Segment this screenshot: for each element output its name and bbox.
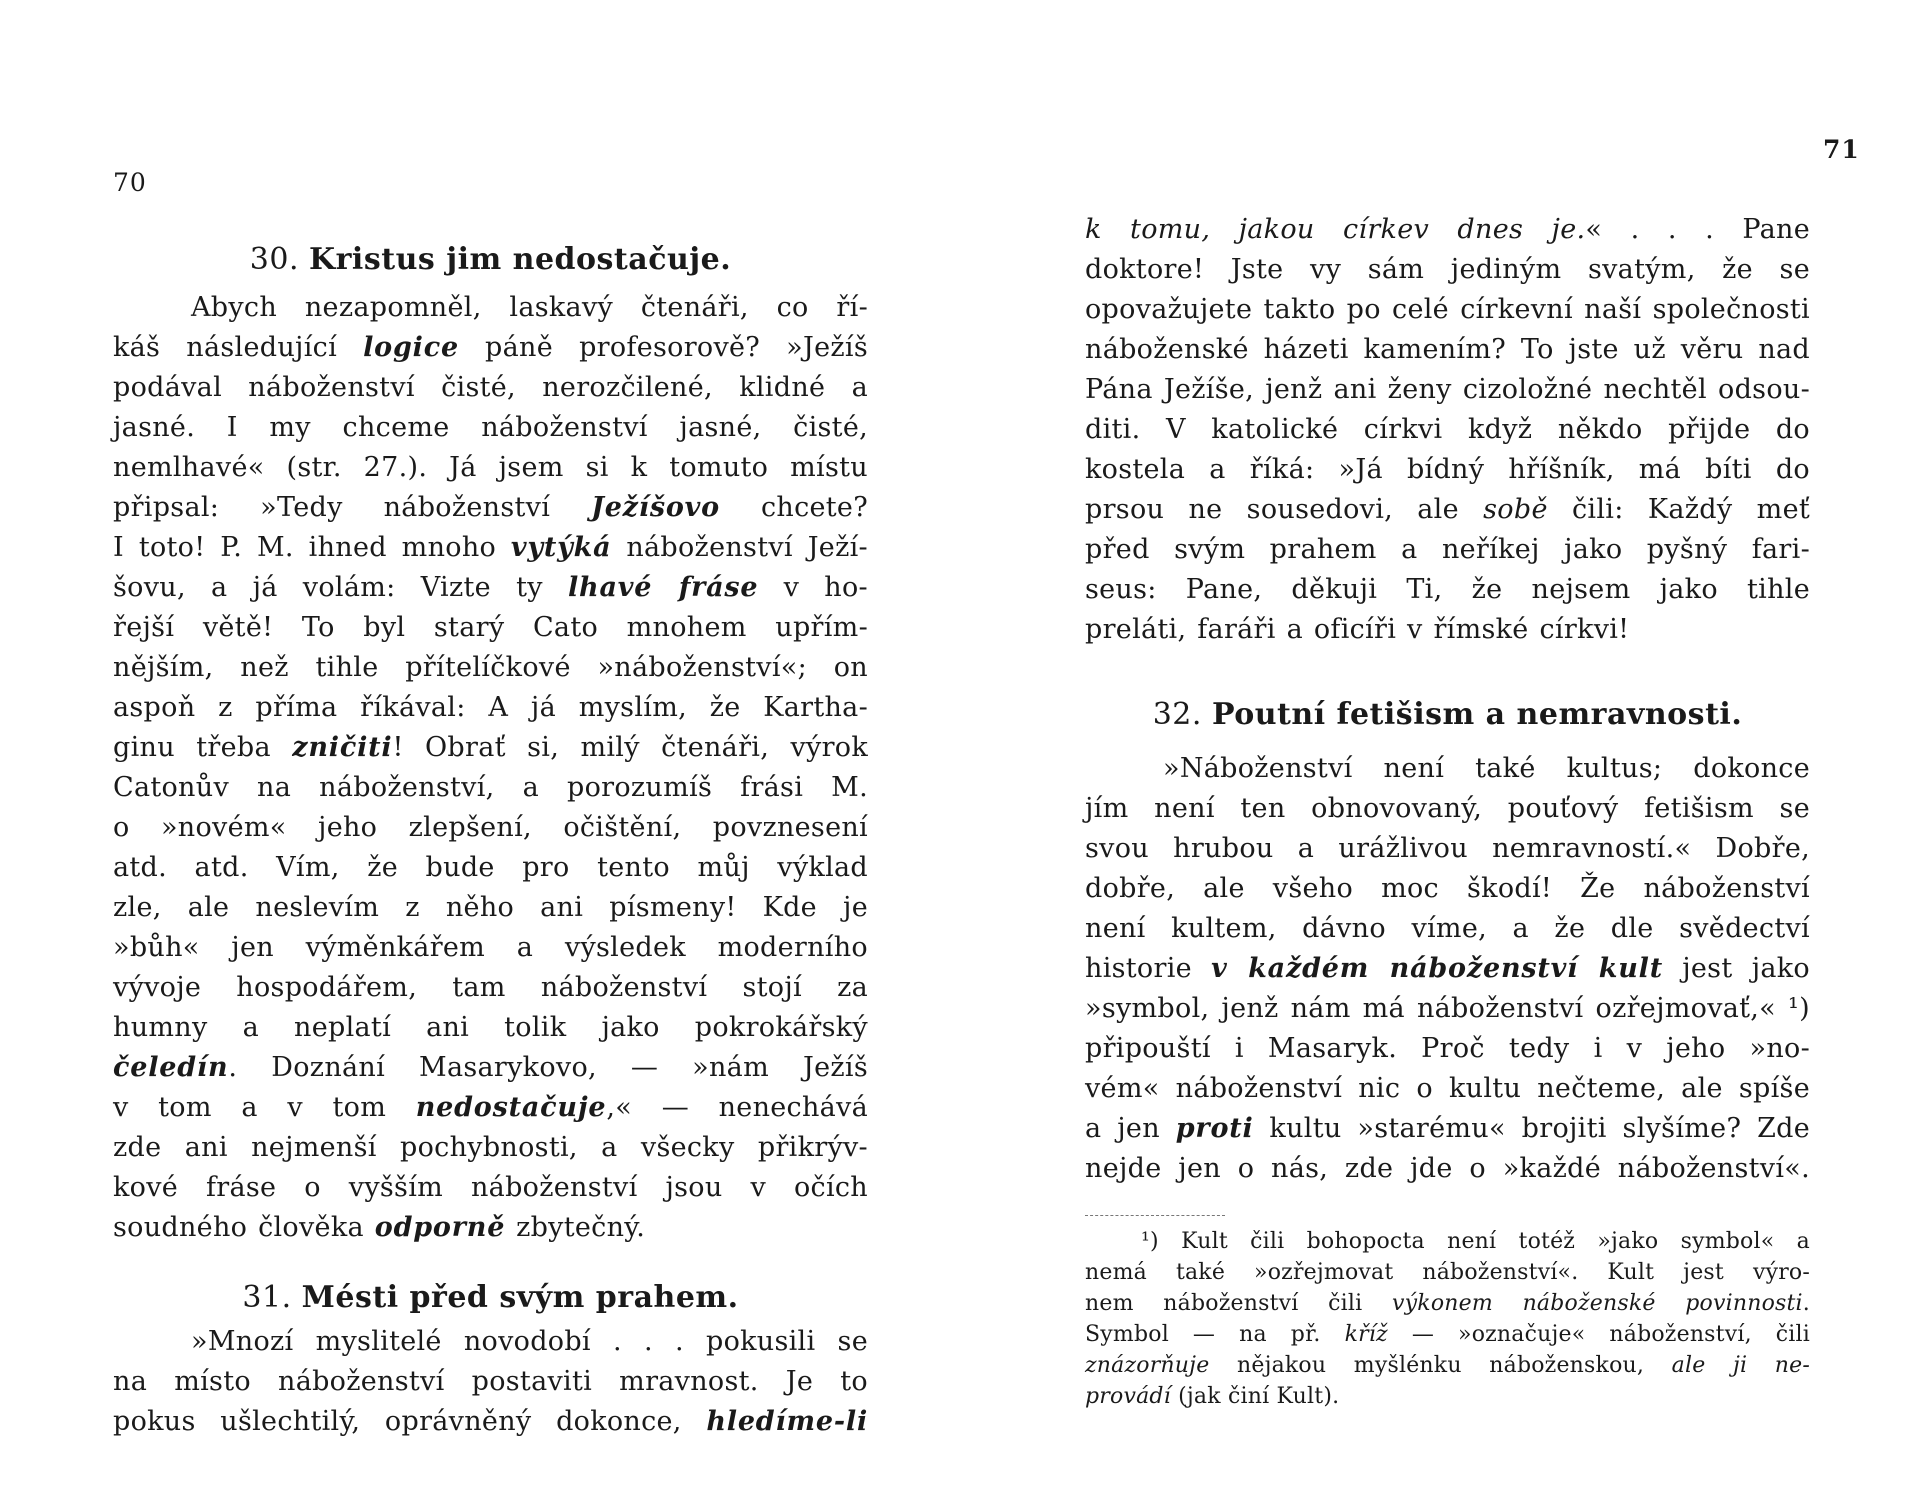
footnote-line xyxy=(1085,1381,1810,1412)
text-run: zle, ale neslevím z něho ani písmeny! Kde je xyxy=(113,892,868,923)
text-line xyxy=(113,1168,868,1208)
text-line xyxy=(113,888,868,928)
text-run: čili: Každý meť xyxy=(1547,494,1810,525)
text-line xyxy=(1085,210,1810,250)
text-line xyxy=(113,1362,868,1402)
text-line xyxy=(113,968,868,1008)
text-line xyxy=(1085,610,1810,650)
section-31-title: Mésti před svým prahem. xyxy=(301,1280,739,1315)
footnote-line xyxy=(1085,1350,1810,1381)
emphasized-text: znázorňuje xyxy=(1085,1353,1210,1378)
text-line xyxy=(113,328,868,368)
text-line xyxy=(113,1048,868,1088)
text-run: nějším, než tihle přítelíčkové »náboženství«; on xyxy=(113,652,868,683)
text-run: soudného člověka xyxy=(113,1212,375,1243)
text-run: vém« náboženství nic o kultu nečteme, ale spíše xyxy=(1085,1073,1810,1104)
left-text-column xyxy=(113,240,868,1442)
emphasized-text: logice xyxy=(363,332,459,363)
text-run: v ho- xyxy=(758,572,868,603)
page-number-left: 70 xyxy=(113,168,147,197)
text-run: připouští i Masaryk. Proč tedy i v jeho »no- xyxy=(1085,1033,1810,1064)
emphasized-text: ale ji ne- xyxy=(1671,1353,1810,1378)
text-line xyxy=(113,368,868,408)
text-line xyxy=(1085,789,1810,829)
text-line xyxy=(1085,290,1810,330)
footnote xyxy=(1085,1226,1810,1412)
text-run: « . . . Pane xyxy=(1585,214,1810,245)
text-run: »Náboženství není také kultus; dokonce xyxy=(1163,753,1810,784)
text-line xyxy=(113,808,868,848)
text-line xyxy=(1085,450,1810,490)
text-run: na místo náboženství postaviti mravnost. Je to xyxy=(113,1366,868,1397)
text-run: opovažujete takto po celé církevní naší společnosti xyxy=(1085,294,1810,325)
emphasized-text: nedostačuje xyxy=(415,1092,607,1123)
text-line xyxy=(1085,1029,1810,1069)
text-line xyxy=(113,928,868,968)
text-run: páně profesorově? »Ježíš xyxy=(458,332,869,363)
text-run: »bůh« jen výměnkářem a výsledek moderního xyxy=(113,932,868,963)
text-run: (jak činí Kult). xyxy=(1170,1384,1340,1409)
text-run: řejší větě! To byl starý Cato mnohem upřím- xyxy=(113,612,868,643)
emphasized-text: k tomu, jakou církev dnes je. xyxy=(1085,214,1586,245)
text-line xyxy=(113,288,868,328)
text-line xyxy=(113,848,868,888)
section-30-number: 30. xyxy=(249,242,299,277)
text-line xyxy=(1085,909,1810,949)
text-line xyxy=(113,688,868,728)
text-line xyxy=(113,768,868,808)
emphasized-text: výkonem náboženské povinnosti xyxy=(1392,1291,1803,1316)
text-run: aspoň z příma říkával: A já myslím, že Kartha- xyxy=(113,692,868,723)
text-run: Pána Ježíše, jenž ani ženy cizoložné nechtěl odsou- xyxy=(1085,374,1810,405)
text-run: humny a neplatí ani tolik jako pokrokářský xyxy=(113,1012,868,1043)
text-line xyxy=(113,1402,868,1442)
emphasized-text: hledíme-li xyxy=(706,1406,868,1437)
text-run: . xyxy=(1802,1291,1810,1316)
text-line xyxy=(113,728,868,768)
text-line xyxy=(113,528,868,568)
text-line xyxy=(113,488,868,528)
text-run: ! Obrať si, milý čtenáři, výrok xyxy=(392,732,868,763)
text-line xyxy=(113,608,868,648)
text-line xyxy=(1085,949,1810,989)
section-30-heading xyxy=(113,240,868,280)
text-run: šovu, a já volám: Vizte ty xyxy=(113,572,568,603)
text-run: káš následující xyxy=(113,332,364,363)
text-line xyxy=(1085,330,1810,370)
emphasized-text: vytýká xyxy=(510,532,612,563)
text-run: v tom a v tom xyxy=(113,1092,416,1123)
text-run: pokus ušlechtilý, oprávněný dokonce, xyxy=(113,1406,707,1437)
text-run: prsou ne sousedovi, ale xyxy=(1085,494,1484,525)
text-run: kostela a říká: »Já bídný hříšník, má bíti do xyxy=(1085,454,1810,485)
text-line xyxy=(1085,530,1810,570)
text-run: dobře, ale všeho moc škodí! Že náboženství xyxy=(1085,873,1810,904)
section-32-title: Poutní fetišism a nemravnosti. xyxy=(1211,697,1743,732)
text-run: seus: Pane, děkuji Ti, že nejsem jako tihle xyxy=(1085,574,1810,605)
paragraph-31-continued xyxy=(1085,210,1810,650)
text-run: kultu »starému« brojiti slyšíme? Zde xyxy=(1253,1113,1810,1144)
text-line xyxy=(1085,410,1810,450)
text-run: ¹) Kult čili bohopocta není totéž »jako symbol« a xyxy=(1141,1229,1810,1254)
text-run: historie xyxy=(1085,953,1212,984)
text-run: jím není ten obnovovaný, pouťový fetišism se xyxy=(1085,793,1810,824)
text-run: jest jako xyxy=(1663,953,1810,984)
footnote-line xyxy=(1085,1288,1810,1319)
text-line xyxy=(1085,829,1810,869)
emphasized-text: v každém náboženství kult xyxy=(1211,953,1664,984)
text-run: diti. V katolické církvi když někdo přijde do xyxy=(1085,414,1810,445)
text-line xyxy=(113,1322,868,1362)
text-run: jasné. I my chceme náboženství jasné, čisté, xyxy=(113,412,868,443)
text-run: »Mnozí myslitelé novodobí . . . pokusili se xyxy=(191,1326,868,1357)
right-page xyxy=(965,0,1930,1500)
paragraph-31 xyxy=(113,1322,868,1442)
text-run: doktore! Jste vy sám jediným svatým, že se xyxy=(1085,254,1810,285)
text-run: před svým prahem a neříkej jako pyšný fari- xyxy=(1085,534,1810,565)
paragraph-30 xyxy=(113,288,868,1248)
section-31-heading xyxy=(113,1278,868,1318)
footnote-divider xyxy=(1085,1215,1225,1216)
text-run: náboženství Ježí- xyxy=(611,532,868,563)
text-run: zbytečný. xyxy=(505,1212,646,1243)
text-line xyxy=(113,1208,868,1248)
text-line xyxy=(113,1008,868,1048)
text-line xyxy=(1085,490,1810,530)
text-line xyxy=(113,1128,868,1168)
footnote-line xyxy=(1085,1257,1810,1288)
text-run: nějakou myšlénku náboženskou, xyxy=(1209,1353,1672,1378)
text-run: nemá také »ozřejmovat náboženství«. Kult jest výro- xyxy=(1085,1260,1810,1285)
text-run: náboženské házeti kamením? To jste už věru nad xyxy=(1085,334,1810,365)
text-run: . Doznání Masarykovo, — »nám Ježíš xyxy=(228,1052,868,1083)
text-line xyxy=(1085,370,1810,410)
emphasized-text: provádí xyxy=(1085,1384,1171,1409)
text-line xyxy=(1085,250,1810,290)
text-run: chcete? xyxy=(719,492,868,523)
section-30-title: Kristus jim nedostačuje. xyxy=(309,242,732,277)
text-run: vývoje hospodářem, tam náboženství stojí za xyxy=(113,972,868,1003)
text-run: nemlhavé« (str. 27.). Já jsem si k tomuto místu xyxy=(113,452,868,483)
text-run: preláti, faráři a oficíři v římské církvi! xyxy=(1085,614,1630,645)
text-run: a jen xyxy=(1085,1113,1176,1144)
text-line xyxy=(1085,749,1810,789)
paragraph-32 xyxy=(1085,749,1810,1189)
text-run: ginu třeba xyxy=(113,732,293,763)
text-line xyxy=(1085,570,1810,610)
text-line xyxy=(1085,989,1810,1029)
text-run: zde ani nejmenší pochybnosti, a všecky přikrýv- xyxy=(113,1132,868,1163)
text-run: »symbol, jenž nám má náboženství ozřejmovať,« ¹) xyxy=(1085,993,1810,1024)
right-text-column xyxy=(1085,210,1810,1412)
emphasized-text: proti xyxy=(1175,1113,1254,1144)
text-run: není kultem, dávno víme, a že dle svědectví xyxy=(1085,913,1810,944)
text-run: Abych nezapomněl, laskavý čtenáři, co ří- xyxy=(191,292,868,323)
text-run: I toto! P. M. ihned mnoho xyxy=(113,532,511,563)
text-line xyxy=(1085,869,1810,909)
page-number-right: 71 xyxy=(1823,135,1860,164)
text-line xyxy=(1085,1069,1810,1109)
text-run: svou hrubou a urážlivou nemravností.« Dobře, xyxy=(1085,833,1810,864)
text-line xyxy=(113,448,868,488)
text-line xyxy=(113,568,868,608)
footnote-line xyxy=(1085,1226,1810,1257)
text-line xyxy=(113,408,868,448)
section-31-number: 31. xyxy=(242,1280,292,1315)
text-run: Catonův na náboženství, a porozumíš frási M. xyxy=(113,772,868,803)
text-run: připsal: »Tedy náboženství xyxy=(113,492,592,523)
text-run: — »označuje« náboženství, čili xyxy=(1387,1322,1810,1347)
section-32-number: 32. xyxy=(1152,697,1202,732)
text-run: nem náboženství čili xyxy=(1085,1291,1393,1316)
emphasized-text: Ježíšovo xyxy=(591,492,720,523)
section-32-heading xyxy=(1085,695,1810,735)
emphasized-text: čeledín xyxy=(113,1052,229,1083)
text-run: podával náboženství čisté, nerozčilené, klidné a xyxy=(113,372,868,403)
emphasized-text: zničiti xyxy=(292,732,393,763)
emphasized-text: lhavé fráse xyxy=(567,572,759,603)
text-line xyxy=(113,648,868,688)
text-run: kové fráse o vyšším náboženství jsou v očích xyxy=(113,1172,868,1203)
emphasized-text: odporně xyxy=(374,1212,506,1243)
text-run: Symbol — na př. xyxy=(1085,1322,1345,1347)
text-run: nejde jen o nás, zde jde o »každé náboženství«. xyxy=(1085,1153,1810,1184)
text-run: atd. atd. Vím, že bude pro tento můj výklad xyxy=(113,852,868,883)
text-line xyxy=(1085,1109,1810,1149)
emphasized-text: kříž xyxy=(1344,1322,1388,1347)
text-run: ,« — nenechává xyxy=(606,1092,868,1123)
text-run: o »novém« jeho zlepšení, očištění, povznesení xyxy=(113,812,868,843)
text-line xyxy=(113,1088,868,1128)
footnote-line xyxy=(1085,1319,1810,1350)
emphasized-text: sobě xyxy=(1483,494,1548,525)
text-line xyxy=(1085,1149,1810,1189)
